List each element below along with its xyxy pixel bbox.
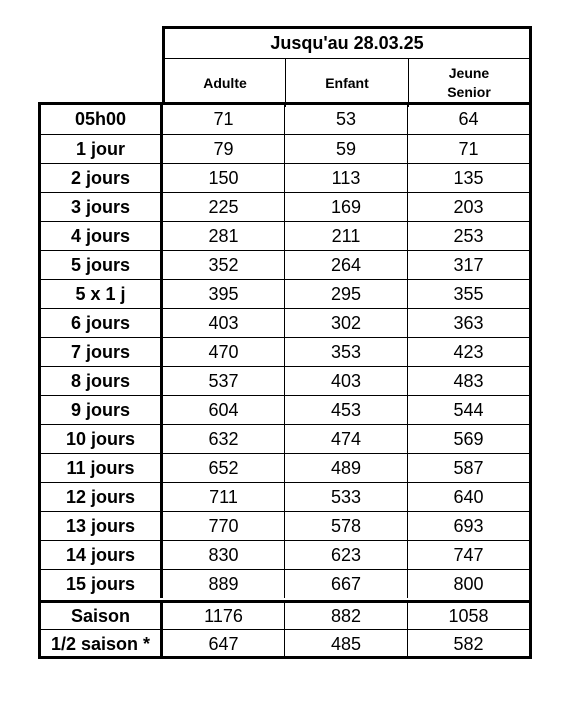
table-row	[41, 453, 529, 482]
row-label: 15 jours	[41, 570, 163, 598]
price-enfant: 453	[285, 396, 408, 424]
table-row	[41, 337, 529, 366]
row-label: 12 jours	[41, 483, 163, 511]
table-row	[41, 250, 529, 279]
price-adulte: 352	[163, 251, 285, 279]
price-adulte: 395	[163, 280, 285, 308]
row-label: 05h00	[41, 105, 163, 134]
price-adulte: 470	[163, 338, 285, 366]
price-jeune-senior: 1058	[448, 606, 489, 626]
row-label: 9 jours	[41, 396, 163, 424]
row-label: 3 jours	[41, 193, 163, 221]
price-adulte: 711	[163, 483, 285, 511]
price-adulte: 71	[163, 105, 285, 134]
price-enfant: 113	[285, 164, 408, 192]
table-row	[41, 511, 529, 540]
table-row	[41, 482, 529, 511]
price-enfant: 533	[285, 483, 408, 511]
table-row	[41, 569, 529, 598]
price-jeune-senior: 800	[453, 573, 484, 594]
table-row	[41, 221, 529, 250]
price-adulte: 225	[163, 193, 285, 221]
price-enfant: 264	[285, 251, 408, 279]
price-adulte: 770	[163, 512, 285, 540]
price-table	[38, 102, 532, 659]
column-header-enfant: Enfant	[286, 59, 409, 107]
table-row	[41, 540, 529, 569]
price-jeune-senior: 640	[453, 486, 484, 507]
row-label: 5 jours	[41, 251, 163, 279]
price-jeune-senior: 355	[453, 283, 484, 304]
price-jeune-senior: 71	[458, 138, 479, 159]
column-header-adulte: Adulte	[165, 59, 286, 107]
price-adulte: 281	[163, 222, 285, 250]
price-jeune-senior: 203	[453, 196, 484, 217]
column-header-jeune-senior-text: Jeune Senior	[447, 65, 491, 100]
table-row	[41, 192, 529, 221]
price-enfant: 302	[285, 309, 408, 337]
row-label: 5 x 1 j	[41, 280, 163, 308]
price-jeune-senior: 747	[453, 544, 484, 565]
table-row	[41, 308, 529, 337]
row-label: 8 jours	[41, 367, 163, 395]
price-jeune-senior: 587	[453, 457, 484, 478]
table-row	[41, 395, 529, 424]
price-jeune-senior: 423	[453, 341, 484, 362]
row-label: 11 jours	[41, 454, 163, 482]
price-adulte: 79	[163, 135, 285, 163]
row-label: 6 jours	[41, 309, 163, 337]
row-label: 7 jours	[41, 338, 163, 366]
price-enfant: 489	[285, 454, 408, 482]
price-enfant: 882	[285, 603, 408, 630]
table-row	[41, 105, 529, 134]
row-label: 13 jours	[41, 512, 163, 540]
price-enfant: 353	[285, 338, 408, 366]
price-enfant: 578	[285, 512, 408, 540]
row-label: 10 jours	[41, 425, 163, 453]
price-jeune-senior: 693	[453, 515, 484, 536]
price-adulte: 889	[163, 570, 285, 598]
row-label: 14 jours	[41, 541, 163, 569]
price-adulte: 403	[163, 309, 285, 337]
price-enfant: 59	[285, 135, 408, 163]
price-jeune-senior: 569	[453, 428, 484, 449]
price-adulte: 604	[163, 396, 285, 424]
price-enfant: 667	[285, 570, 408, 598]
table-row	[41, 600, 529, 630]
table-row	[41, 424, 529, 453]
price-adulte: 647	[163, 630, 285, 658]
column-header-jeune-senior	[409, 59, 529, 107]
price-jeune-senior: 253	[453, 225, 484, 246]
price-enfant: 53	[285, 105, 408, 134]
table-row	[41, 134, 529, 163]
validity-title: Jusqu'au 28.03.25	[165, 29, 529, 59]
table-row	[41, 629, 529, 658]
price-enfant: 403	[285, 367, 408, 395]
row-label: 2 jours	[41, 164, 163, 192]
row-label: Saison	[41, 603, 163, 630]
price-adulte: 652	[163, 454, 285, 482]
price-adulte: 1176	[163, 603, 285, 630]
row-label: 1 jour	[41, 135, 163, 163]
price-enfant: 485	[285, 630, 408, 658]
price-adulte: 537	[163, 367, 285, 395]
table-row	[41, 163, 529, 192]
table-row	[41, 279, 529, 308]
price-enfant: 474	[285, 425, 408, 453]
price-enfant: 623	[285, 541, 408, 569]
price-jeune-senior: 582	[453, 633, 484, 654]
price-jeune-senior: 363	[453, 312, 484, 333]
table-row	[41, 366, 529, 395]
price-jeune-senior: 317	[453, 254, 484, 275]
price-adulte: 830	[163, 541, 285, 569]
price-enfant: 169	[285, 193, 408, 221]
price-jeune-senior: 64	[458, 109, 479, 129]
row-label: 1/2 saison *	[41, 630, 163, 658]
price-jeune-senior: 135	[453, 167, 484, 188]
price-adulte: 632	[163, 425, 285, 453]
price-jeune-senior: 544	[453, 399, 484, 420]
price-adulte: 150	[163, 164, 285, 192]
price-table-header	[162, 26, 532, 104]
row-label: 4 jours	[41, 222, 163, 250]
price-jeune-senior: 483	[453, 370, 484, 391]
price-enfant: 211	[285, 222, 408, 250]
price-enfant: 295	[285, 280, 408, 308]
